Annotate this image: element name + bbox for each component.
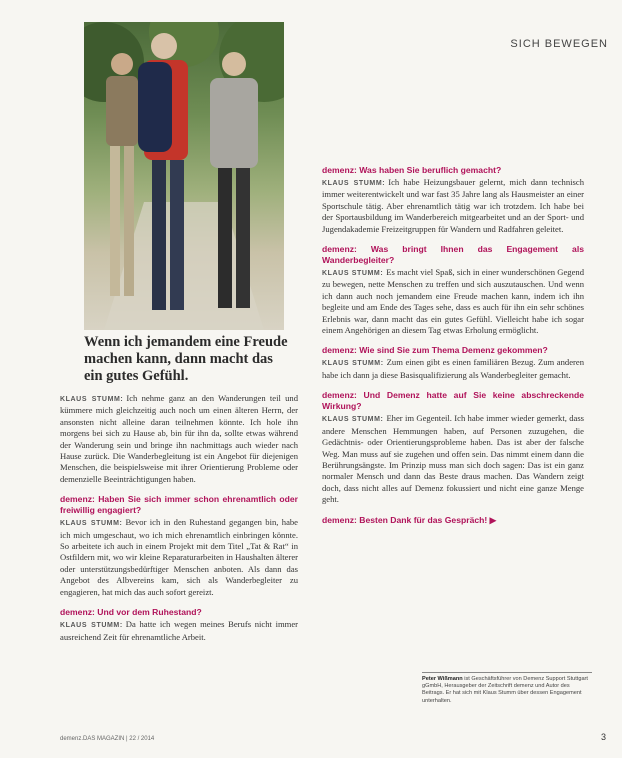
author-note <box>422 672 592 705</box>
interview-question <box>322 244 584 266</box>
seniors-walking-illustration <box>84 22 284 330</box>
question-text: demenz: Und vor dem Ruhestand? <box>60 607 202 618</box>
answer-text: Bevor ich in den Ruhestand gegangen bin, habe ich mich umgeschaut, wo ich mich ehrenamtlich einbringen könnte. So arbeitete ich auch in einem Projekt mit dem Titel „Tat & Rat“ in Ostfildern mit, wo wir kleine Reparaturarbeiten in Haushalten älterer oder unterstützungsbedürftiger Menschen anboten. Als dann das Angebot des Albvereins kam, sich als Wanderbegleiter zu engagieren, hat mich das auch sofort gereizt. <box>60 517 298 597</box>
interview-question <box>322 515 584 526</box>
interview-answer <box>60 393 298 485</box>
question-text: demenz: Was haben Sie beruflich gemacht? <box>322 165 502 175</box>
answer-text: Es macht viel Spaß, sich in einer wunderschönen Gegend zu bewegen, nette Menschen zu treffen und sich auszutauschen. Und wenn ich dann auch noch jemandem eine Freude machen kann, indem ich ihn begleite und am Ende des Tages sehe, dass es auch für ihn ein sehr schönes Erlebnis war, dann macht das ein gutes Gefühl. Vielleicht habe ich sogar einem Angehörigen an diesem Tag etwas Erholung ermöglicht. <box>322 267 584 336</box>
pull-quote: Wenn ich jemandem eine Freude machen kann, dann macht das ein gutes Gefühl. <box>84 334 288 384</box>
author-text: ist Geschäftsführer von Demenz Support Stuttgart gGmbH, Herausgeber der Zeitschrift demenz und Autor des Beitrags. Er hat sich mit Klaus Stumm über dessen Engagement unterhalten. <box>422 676 588 704</box>
speaker-label: KLAUS STUMM: <box>60 520 123 528</box>
question-text: demenz: Was bringt Ihnen das Engagement als Wanderbegleiter? <box>322 244 584 266</box>
interview-answer <box>60 517 298 598</box>
hiking-photo <box>84 22 284 330</box>
answer-text: Ich habe Heizungsbauer gelernt, mich dann technisch immer weiterentwickelt und war fast 35 Jahre lang als Hausmeister an einer Sportschule tätig. Aber ehrenamtlich tätig war ich trotzdem. Ich habe bei der Sportausbildung im Wanderbereich mitgearbeitet und an der Sport- und Jugendakademie Freizeitgruppen für Wandern und Radfahren geleitet. <box>322 177 584 234</box>
question-text: demenz: Wie sind Sie zum Thema Demenz gekommen? <box>322 345 548 356</box>
interview-question <box>322 345 584 356</box>
answer-text: Da hatte ich wegen meines Berufs nicht immer ausreichend Zeit für ehrenamtliche Arbeit. <box>60 619 299 642</box>
answer-text: Eher im Gegenteil. Ich habe immer wieder gemerkt, dass andere Menschen Hemmungen haben, auf Personen zuzugehen, die Gedächtnis- oder Orientierungsprobleme haben. Das ist aber der falsche Weg. Man muss auf sie zugehen und offen sein. Das nimmt einem dann die Berührungsängste. Im Prinzip muss man sich doch sagen: Das ist ein ganz normaler Mensch und dann das Beste draus machen. Das Wandern zeigt doch, dass nicht alles auf Demenz fokussiert und nicht eine ganze Menge geht. <box>322 413 585 505</box>
left-column <box>60 392 298 643</box>
interview-question <box>322 165 584 176</box>
section-header: SICH BEWEGEN <box>510 38 608 50</box>
answer-text: Ich nehme ganz an den Wanderungen teil und kümmere mich gleichzeitig auch noch um einen älteren Herrn, der ansonsten nicht alleine daran teilnehmen könnte. Ich hole ihn morgens bei sich zu Hause ab, bin für ihn da, sollte etwas während der Wanderung sein und bringe ihn nachmittags auch wieder nach Hause zurück. Die Wanderbegleitung ist ein Angebot für diejenigen Menschen, die beispielsweise mit ihrer Orientierung Probleme oder demenzielle Beeinträchtigungen haben. <box>60 393 298 484</box>
author-name: Peter Wißmann <box>422 676 463 682</box>
speaker-label: KLAUS STUMM: <box>60 622 123 630</box>
interview-question <box>60 494 298 516</box>
interview-answer <box>322 413 584 505</box>
question-text: demenz: Haben Sie sich immer schon ehrenamtlich oder freiwillig engagiert? <box>60 494 298 516</box>
question-text: demenz: Besten Dank für das Gespräch! <box>322 514 488 525</box>
question-text: demenz: Und Demenz hatte auf Sie keine abschreckende Wirkung? <box>322 390 584 412</box>
speaker-label: KLAUS STUMM: <box>322 270 384 278</box>
interview-answer <box>322 177 584 235</box>
speaker-label: KLAUS STUMM: <box>322 416 384 424</box>
answer-text: Zum einen gibt es einen familiären Bezug. Zum anderen habe ich dann ja diese Basisqualifizierung als Wanderbegleiter gemacht. <box>322 357 584 380</box>
interview-question <box>60 607 298 618</box>
speaker-label: KLAUS STUMM: <box>322 180 386 187</box>
speaker-label: KLAUS STUMM: <box>322 360 384 368</box>
interview-question <box>322 390 584 412</box>
right-column <box>322 156 584 526</box>
speaker-label: KLAUS STUMM: <box>60 396 124 403</box>
interview-answer <box>322 357 584 381</box>
interview-answer <box>60 619 298 643</box>
page-number: 3 <box>600 732 606 742</box>
end-arrow-icon: ▶ <box>489 514 497 525</box>
magazine-footer: demenz.DAS MAGAZIN | 22 / 2014 <box>60 736 155 742</box>
interview-answer <box>322 267 584 336</box>
